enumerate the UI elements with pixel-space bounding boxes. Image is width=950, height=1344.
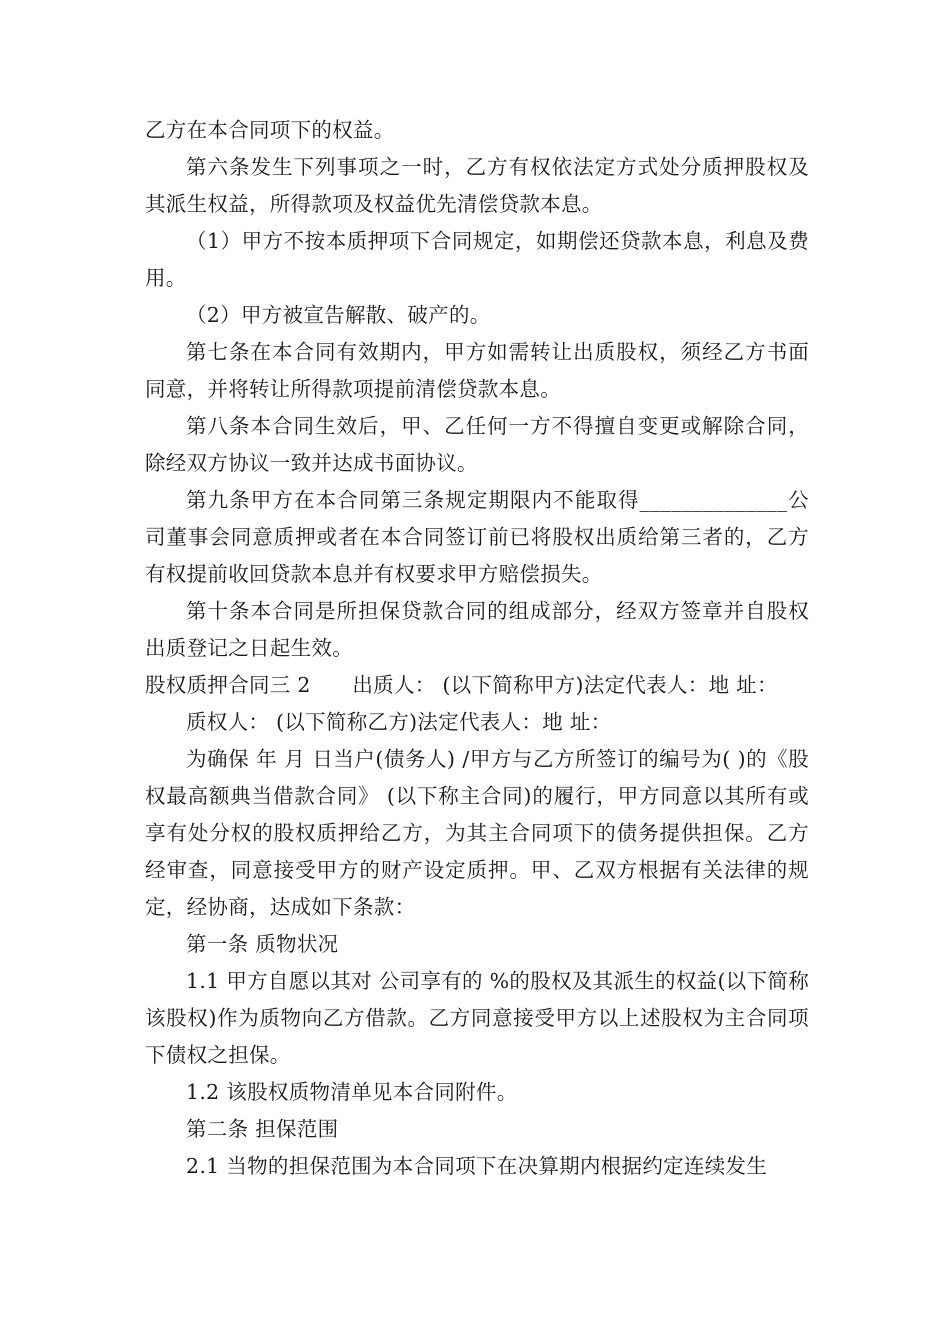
paragraph: 为确保 年 月 日当户(债务人) /甲方与乙方所签订的编号为( )的《股权最高额典当借款合同》 (以下称主合同)的履行，甲方同意以其所有或享有处分权的股权质押给乙方，为其主合同项下的债务提供担保。乙方经审查，同意接受甲方的财产设定质押。甲、乙双方根据有关法律的规定，经协商，达成如下条款：: [145, 747, 809, 919]
paragraph: 1.2 该股权质物清单见本合同附件。: [186, 1080, 518, 1104]
paragraph: （1）甲方不按本质押项下合同规定，如期偿还贷款本息，利息及费用。: [145, 229, 809, 290]
paragraph: 1.1 甲方自愿以其对 公司享有的 %的股权及其派生的权益(以下简称该股权)作为质物向乙方借款。乙方同意接受甲方以上述股权为主合同项下债权之担保。: [145, 969, 809, 1067]
paragraph: 第六条发生下列事项之一时，乙方有权依法定方式处分质押股权及其派生权益，所得款项及权益优先清偿贷款本息。: [145, 155, 809, 216]
document-body: [145, 112, 809, 1185]
paragraph: 2.1 当物的担保范围为本合同项下在决算期内根据约定连续发生: [186, 1154, 768, 1178]
paragraph: 第八条本合同生效后，甲、乙任何一方不得擅自变更或解除合同，除经双方协议一致并达成书面协议。: [145, 414, 809, 475]
paragraph: 第九条甲方在本合同第三条规定期限内不能取得______________公司董事会同意质押或者在本合同签订前已将股权出质给第三者的，乙方有权提前收回贷款本息并有权要求甲方赔偿损失。: [145, 488, 809, 586]
paragraph: 质权人： (以下简称乙方)法定代表人：地 址：: [186, 710, 612, 734]
section-heading: 股权质押合同三 2 出质人： (以下简称甲方)法定代表人：地 址：: [145, 673, 778, 697]
paragraph: 第七条在本合同有效期内，甲方如需转让出质股权，须经乙方书面同意，并将转让所得款项提前清偿贷款本息。: [145, 340, 809, 401]
paragraph: （2）甲方被宣告解散、破产的。: [186, 303, 491, 327]
article-heading: 第一条 质物状况: [186, 932, 339, 956]
article-heading: 第二条 担保范围: [186, 1117, 339, 1141]
paragraph: 乙方在本合同项下的权益。: [145, 118, 395, 142]
paragraph: 第十条本合同是所担保贷款合同的组成部分，经双方签章并自股权出质登记之日起生效。: [145, 599, 809, 660]
